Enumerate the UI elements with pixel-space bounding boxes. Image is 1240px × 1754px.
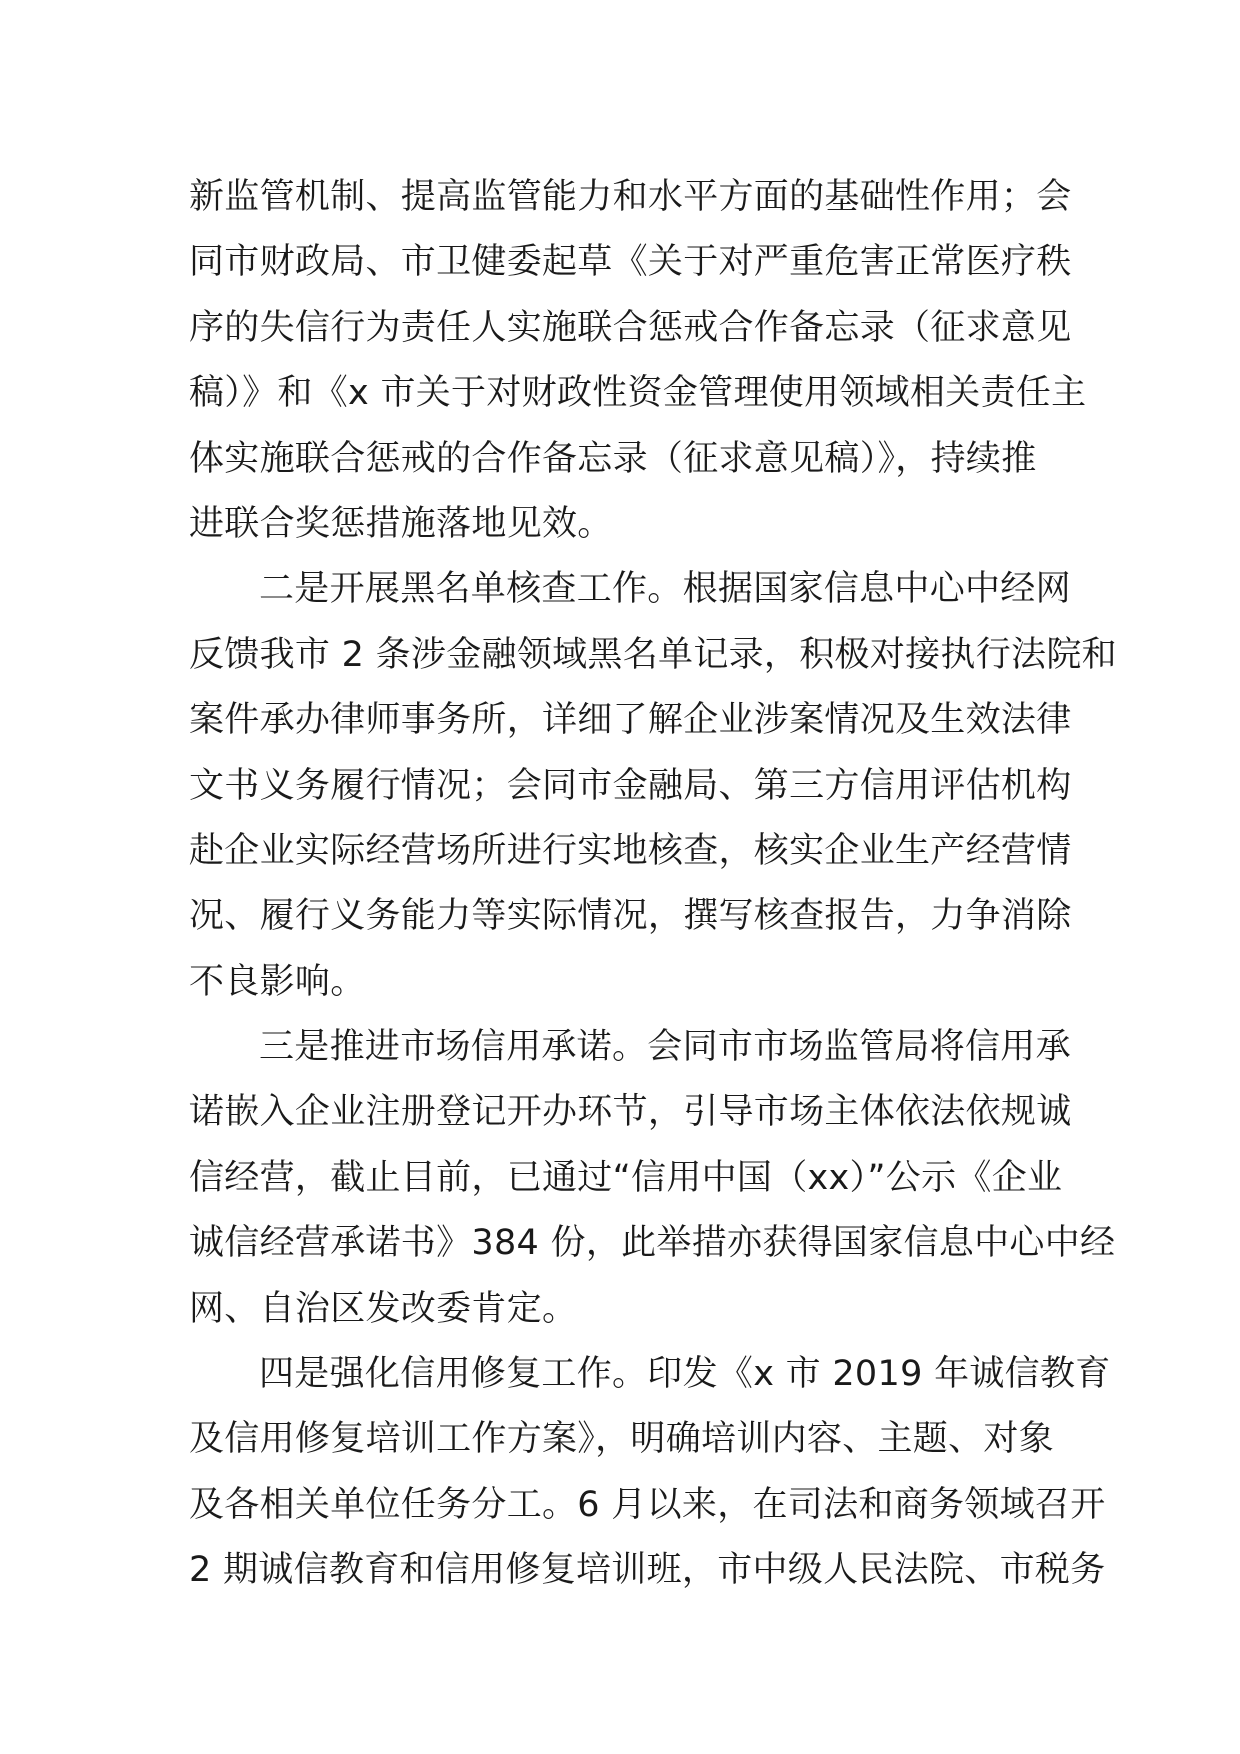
text-line: 稿）》和《x 市关于对财政性资金管理使用领域相关责任主 (189, 373, 1087, 414)
text-line: 及信用修复培训工作方案》，明确培训内容、主题、对象 (189, 1419, 1055, 1460)
text-line: 体实施联合惩戒的合作备忘录（征求意见稿）》，持续推 (189, 438, 1037, 479)
text-line: 2 期诚信教育和信用修复培训班，市中级人民法院、市税务 (189, 1550, 1106, 1591)
text-line: 新监管机制、提高监管能力和水平方面的基础性作用；会 (189, 177, 1072, 217)
text-line: 诺嵌入企业注册登记开办环节，引导市场主体依法依规诚 (189, 1092, 1072, 1133)
text-line: 诚信经营承诺书》384 份，此举措亦获得国家信息中心中经 (189, 1223, 1116, 1264)
paragraph-start-line: 二是开展黑名单核查工作。根据国家信息中心中经网 (259, 569, 1071, 610)
text-line: 及各相关单位任务分工。6 月以来，在司法和商务领域召开 (189, 1484, 1106, 1525)
paragraph-start-line: 四是强化信用修复工作。印发《x 市 2019 年诚信教育 (259, 1354, 1111, 1395)
paragraph-start-line: 三是推进市场信用承诺。会同市市场监管局将信用承 (259, 1027, 1071, 1068)
text-line: 案件承办律师事务所，详细了解企业涉案情况及生效法律 (189, 700, 1072, 741)
text-line: 网、自治区发改委肯定。 (189, 1288, 578, 1329)
document-body (189, 165, 1117, 1604)
text-line: 反馈我市 2 条涉金融领域黑名单记录，积极对接执行法院和 (189, 634, 1117, 675)
text-line: 同市财政局、市卫健委起草《关于对严重危害正常医疗秩 (189, 242, 1072, 283)
text-line: 进联合奖惩措施落地见效。 (189, 503, 613, 544)
text-line: 赴企业实际经营场所进行实地核查，核实企业生产经营情 (189, 830, 1072, 871)
text-line: 况、履行义务能力等实际情况，撰写核查报告，力争消除 (189, 896, 1072, 937)
text-line: 序的失信行为责任人实施联合惩戒合作备忘录（征求意见 (189, 307, 1072, 348)
text-line: 文书义务履行情况；会同市金融局、第三方信用评估机构 (189, 765, 1072, 806)
text-line: 不良影响。 (189, 961, 366, 1002)
text-line: 信经营，截止目前，已通过“信用中国（xx）”公示《企业 (189, 1157, 1063, 1198)
